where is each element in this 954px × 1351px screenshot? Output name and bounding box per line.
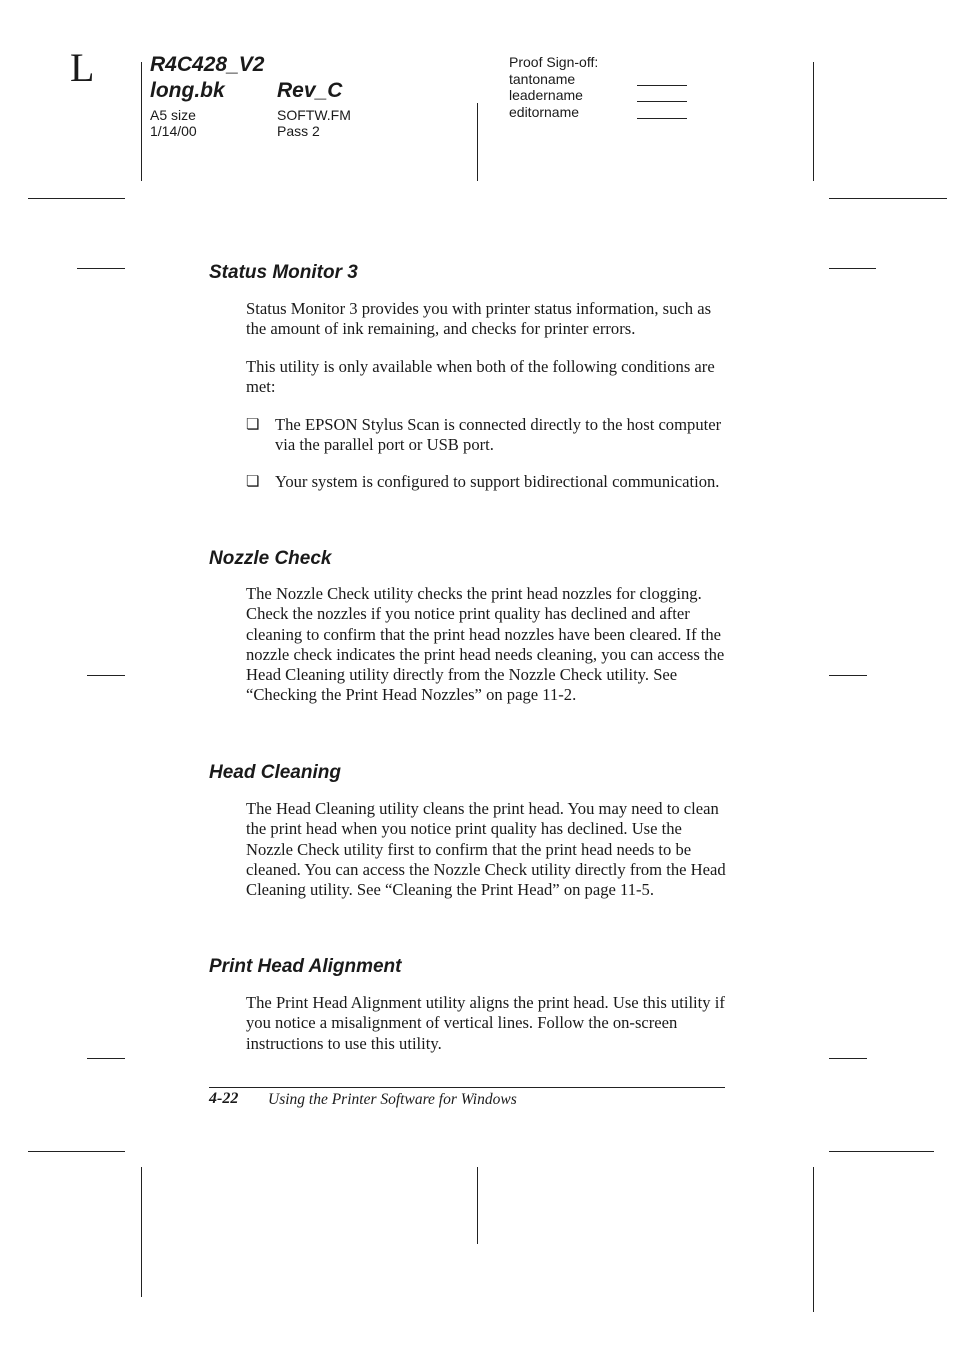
signoff-line-leader <box>637 101 687 102</box>
crop-mark-top-right-horizontal <box>829 198 947 199</box>
running-title: Using the Printer Software for Windows <box>268 1091 517 1108</box>
doc-id: R4C428_V2 <box>150 53 265 76</box>
paragraph: The Head Cleaning utility cleans the print head. You may need to clean the print head when you notice print quality has declined. Use the Nozzle Check utility first to confirm that the print head needs to be cleaned. You can access the Nozzle Check utility directly from the Head Cleaning utility. See “Cleaning the Print Head” on page 11-5. <box>246 799 726 900</box>
book-name: long.bk <box>150 79 225 102</box>
signoff-line-tanto <box>637 85 687 86</box>
file-name: SOFTW.FM <box>277 107 351 123</box>
checkbox-bullet-icon: ❏ <box>246 474 260 490</box>
checkbox-bullet-icon: ❏ <box>246 417 260 433</box>
paragraph: The Nozzle Check utility checks the print head nozzles for clogging. Check the nozzles if you notice print quality has declined and after cleaning to confirm that the print head nozzles have been cleared. If the nozzle check indicates the print head needs cleaning, you can access the Head Cleaning utility directly from the Nozzle Check utility. See “Checking the Print Head Nozzles” on page 11-2. <box>246 584 725 705</box>
list-item: The EPSON Stylus Scan is connected directly to the host computer via the parallel port or USB port. <box>275 415 722 455</box>
crop-mark-top-left-horizontal <box>28 198 125 199</box>
signoff-editor: editorname <box>509 103 580 120</box>
crop-mark-top-right-vertical <box>813 62 814 181</box>
page-size: A5 size <box>150 107 196 123</box>
registration-mark-right-3 <box>829 1058 867 1059</box>
paragraph: This utility is only available when both of the following conditions are met: <box>246 357 715 397</box>
crop-mark-bottom-left-horizontal <box>28 1151 125 1152</box>
footer-rule <box>209 1087 725 1088</box>
section-heading-status-monitor: Status Monitor 3 <box>209 262 358 283</box>
crop-mark-bottom-left-vertical <box>141 1167 142 1297</box>
revision: Rev_C <box>277 79 343 102</box>
page-number: 4-22 <box>209 1090 239 1107</box>
signoff-tanto: tantoname <box>509 70 576 87</box>
signoff-line-editor <box>637 118 687 119</box>
section-heading-nozzle-check: Nozzle Check <box>209 548 332 569</box>
registration-mark-left-1 <box>77 268 125 269</box>
print-date: 1/14/00 <box>150 123 197 139</box>
list-item: Your system is configured to support bidirectional communication. <box>275 472 720 491</box>
registration-mark-right-1 <box>829 268 876 269</box>
crop-mark-bottom-right-vertical <box>813 1167 814 1312</box>
registration-mark-left-2 <box>87 675 125 676</box>
proof-signoff <box>509 54 598 120</box>
section-heading-head-cleaning: Head Cleaning <box>209 762 341 783</box>
proof-title: Proof Sign-off: <box>509 54 599 70</box>
side-letter: L <box>70 45 95 90</box>
section-heading-print-head-alignment: Print Head Alignment <box>209 956 402 977</box>
crop-mark-top-center-vertical <box>477 103 478 181</box>
paragraph: Status Monitor 3 provides you with printer status information, such as the amount of ink remaining, and checks for printer errors. <box>246 299 712 339</box>
crop-mark-top-left-vertical <box>141 62 142 181</box>
crop-mark-bottom-center-vertical <box>477 1167 478 1244</box>
registration-mark-left-3 <box>87 1058 125 1059</box>
registration-mark-right-2 <box>829 675 867 676</box>
crop-mark-bottom-right-horizontal <box>829 1151 934 1152</box>
paragraph: The Print Head Alignment utility aligns the print head. Use this utility if you notice a misalignment of vertical lines. Follow the on-screen instructions to use this utility. <box>246 993 725 1053</box>
signoff-leader: leadername <box>509 87 583 103</box>
pass-number: Pass 2 <box>277 123 320 139</box>
